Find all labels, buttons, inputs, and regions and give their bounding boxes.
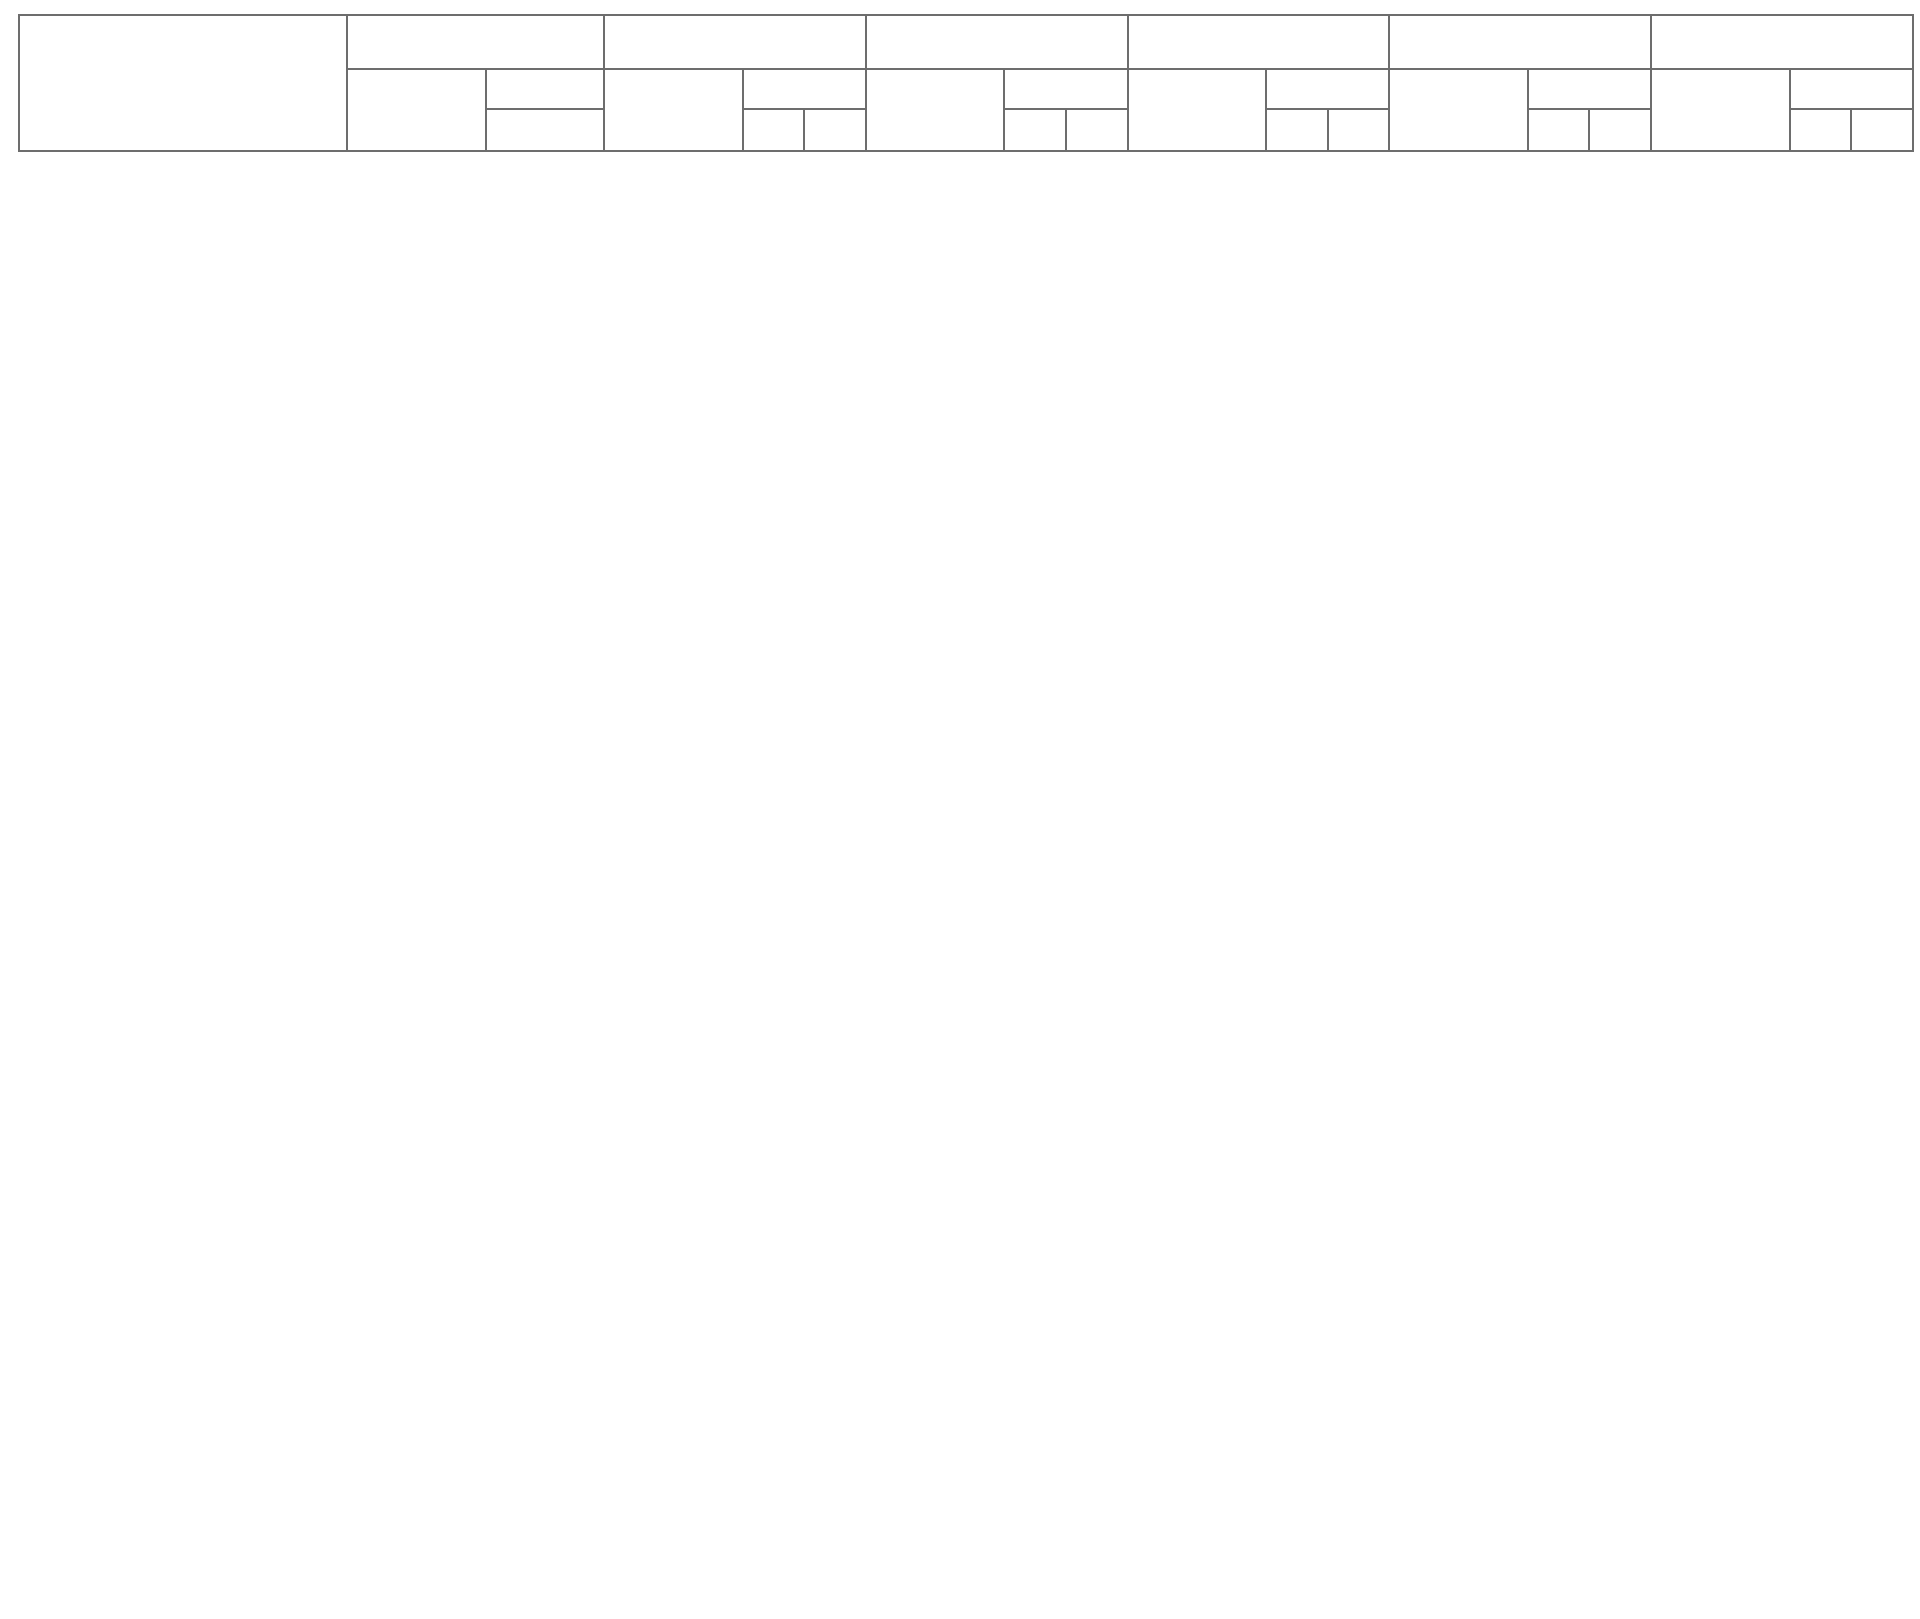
weather-column-header: [743, 69, 866, 109]
weather-column-header: [1528, 69, 1651, 109]
date-header: [866, 15, 1128, 69]
date-header: [604, 15, 866, 69]
night-period-header: [1266, 109, 1328, 151]
date-header: [1128, 15, 1390, 69]
temp-column-header: [1389, 69, 1528, 151]
day-period-header: [1851, 109, 1913, 151]
temp-column-header: [1651, 69, 1790, 151]
night-period-header: [1790, 109, 1852, 151]
weather-column-header: [1790, 69, 1913, 109]
temp-column-header: [347, 69, 486, 151]
regions-title: [19, 15, 347, 151]
forecast-container: [18, 14, 1914, 152]
date-header: [1389, 15, 1651, 69]
day-period-header: [1589, 109, 1651, 151]
night-period-header: [1004, 109, 1066, 151]
weather-column-header: [1266, 69, 1389, 109]
day-period-header: [804, 109, 866, 151]
temp-column-header: [866, 69, 1005, 151]
day-period-header: [1066, 109, 1128, 151]
date-header-row: [19, 15, 1913, 69]
temp-column-header: [604, 69, 743, 151]
date-header: [347, 15, 604, 69]
night-period-header: [743, 109, 805, 151]
temp-column-header: [1128, 69, 1267, 151]
night-period-header: [1528, 109, 1590, 151]
date-header: [1651, 15, 1913, 69]
day-period-header: [1328, 109, 1390, 151]
weather-column-header: [1004, 69, 1127, 109]
forecast-table: [18, 14, 1914, 152]
weather-column-header: [486, 69, 604, 109]
day-period-header: [486, 109, 604, 151]
